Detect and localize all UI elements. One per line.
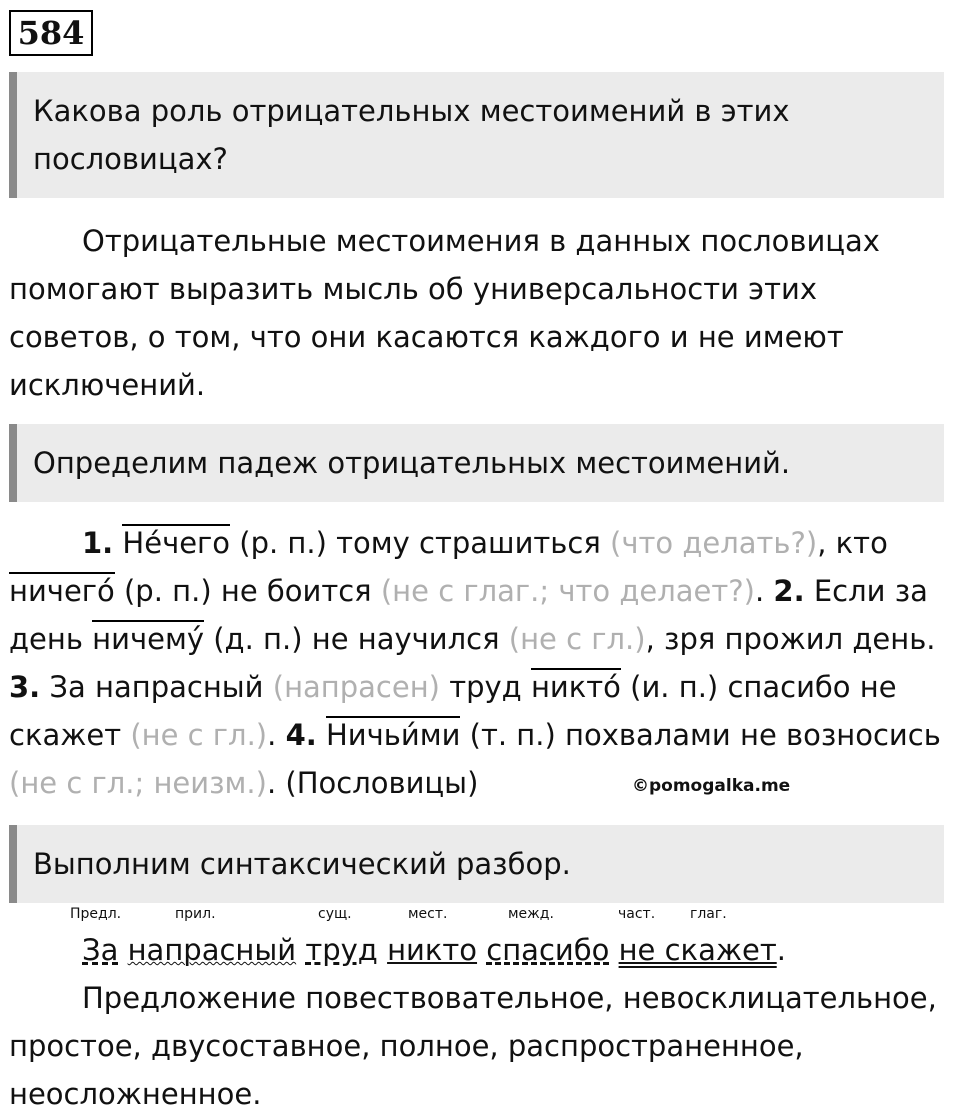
pos-label: Предл. — [70, 906, 122, 922]
proverb-number: 3. — [9, 670, 41, 704]
question-text: Какова роль отрицательных местоимений в этих пословицах? — [33, 94, 790, 176]
proverb-number: 2. — [773, 574, 805, 608]
question-text: Определим падеж отрицательных местоимений. — [33, 446, 791, 480]
pos-label: сущ. — [318, 906, 352, 922]
grammar-hint: (что делать?) — [610, 526, 818, 560]
case-note: (р. п.) тому страшиться — [239, 526, 601, 560]
text: Если за день — [9, 574, 928, 656]
question-heading-syntax — [9, 825, 944, 903]
proverb-number: 4. — [285, 718, 317, 752]
case-note: (р. п.) не боится — [123, 574, 372, 608]
case-note: (д. п.) не научился — [213, 622, 500, 656]
pos-label: прил. — [175, 906, 216, 922]
grammar-hint: (не с глаг.; что делает?) — [380, 574, 755, 608]
text: труд — [449, 670, 522, 704]
pronoun: Ничьи́ми — [325, 718, 461, 752]
text: За напрасный — [49, 670, 264, 704]
word-predicate: не скажет — [618, 933, 777, 967]
question-heading-case — [9, 424, 944, 502]
grammar-hint: (не с гл.; неизм.) — [9, 766, 267, 800]
grammar-hint: (напрасен) — [272, 670, 440, 704]
copyright-watermark: ©pomogalka.me — [632, 776, 791, 796]
case-note: (т. п.) похвалами не возносись — [469, 718, 941, 752]
question-text: Выполним синтаксический разбор. — [33, 847, 571, 881]
syntax-sentence — [82, 926, 786, 974]
pos-label: мест. — [408, 906, 448, 922]
case-note: (и. п.) спасибо не скажет — [9, 670, 897, 752]
answer-paragraph: Отрицательные местоимения в данных пословицах помогают выразить мысль об универсальности этих советов, о том, что они касаются каждого и не имеют исключений. — [9, 224, 880, 402]
text: , зря прожил день. — [645, 622, 936, 656]
sentence-end: . — [776, 933, 786, 967]
word-preposition: За — [82, 933, 119, 967]
question-heading-role — [9, 72, 944, 198]
pronoun: ничемý — [92, 622, 204, 656]
word-subject: никто — [387, 933, 478, 967]
word-object: труд — [305, 933, 378, 967]
exercise-number: 584 — [9, 10, 93, 56]
text: , кто — [817, 526, 888, 560]
text: . (Пословицы) — [266, 766, 479, 800]
pronoun: ничегó — [9, 574, 115, 608]
word-definition: напрасный — [127, 933, 297, 967]
pos-label: част. — [618, 906, 656, 922]
pos-label: межд. — [508, 906, 554, 922]
pos-label: глаг. — [690, 906, 727, 922]
grammar-hint: (не с гл.) — [130, 718, 268, 752]
grammar-hint: (не с гл.) — [508, 622, 646, 656]
pronoun: Нéчего — [122, 526, 231, 560]
proverb-number: 1. — [82, 526, 114, 560]
sentence-description: Предложение повествовательное, невосклицательное, простое, двусоставное, полное, распространенное, неосложненное. — [9, 981, 937, 1111]
pronoun: никтó — [530, 670, 621, 704]
proverbs-paragraph: 1. Нéчего (р. п.) тому страшиться (что делать?), кто ничегó (р. п.) не боится (не с глаг.; что делает?). 2. Если за день ничемý (д. п.) не научился (не с гл.), зря прожил день. 3. За напрасный (напрасен) труд никтó (и. п.) спасибо не скажет (не с гл.). 4. Ничьи́ми (т. п.) похвалами не возносись (не с гл.; неизм.). (Пословицы) — [9, 526, 941, 800]
word-object: спасибо — [486, 933, 610, 967]
